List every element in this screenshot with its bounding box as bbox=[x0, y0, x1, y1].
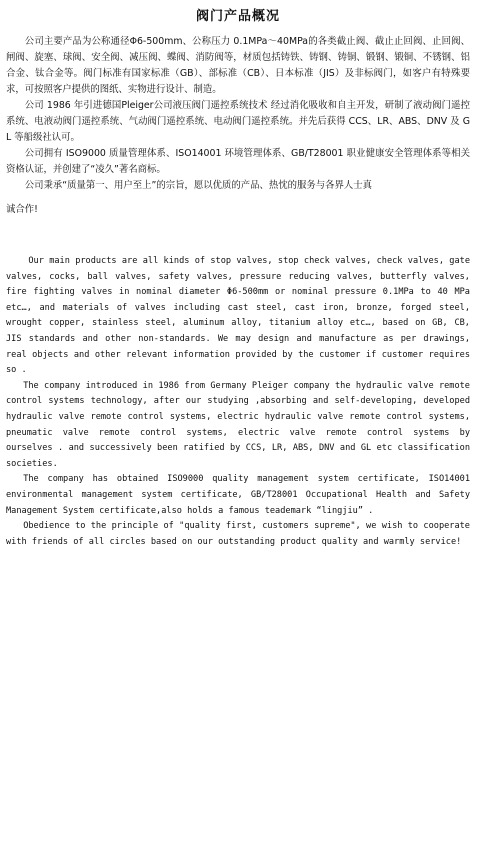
en-paragraph-certification: The company has obtained ISO9000 quality management system certificate, ISO14001 environmental management system certificate, GB/T28001 Occupational Health and Safety Management System certificate,also holds a famous teademark “lingjiu” . bbox=[6, 474, 470, 516]
en-paragraph-principle: Obedience to the principle of "quality first, customers supreme", we wish to cooperate with friends of all circles based on our outstanding product quality and warmly service! bbox=[6, 521, 470, 547]
document-title: 阀门产品概况 bbox=[195, 9, 280, 24]
zh-paragraph-certification: 公司拥有 ISO9000 质量管理体系、ISO14001 环境管理体系、GB/T28001 职业健康安全管理体系等相关资格认证，并创建了“凌久”著名商标。 bbox=[6, 148, 470, 175]
zh-paragraph-products: 公司主要产品为公称通径Φ6-500mm、公称压力 0.1MPa～40MPa的各类截止阀、截止止回阀、止回阀、闸阀、旋塞、球阀、安全阀、减压阀、蝶阀、消防阀等，材质包括铸铁、铸钢、铸铜、锻钢、锻铜、不锈钢、铝合金、钛合金等。阀门标准有国家标准（GB）、部标准（CB）、日本标准（JIS）及非标阀门，如客户有特殊要求，可按照客户提供的图纸、实物进行设计、制造。 bbox=[6, 36, 470, 95]
zh-paragraph-technology: 公司 1986 年引进德国Pleiger公司液压阀门遥控系统技术 经过消化吸收和自主开发，研制了液动阀门遥控系统、电液动阀门遥控系统、气动阀门遥控系统、电动阀门遥控系统。并先后获得 CCS、LR、ABS、DNV 及 GL 等船级社认可。 bbox=[6, 100, 470, 143]
en-paragraph-technology: The company introduced in 1986 from Germany Pleiger company the hydraulic valve remote control systems technology, after our studying ,absorbing and self-developing, developed hydraulic valve remote control systems, electric hydraulic valve remote control systems, pneumatic valve remote control systems, electric valve remote control systems by ourselves . and successively been ratified by CCS, LR, ABS, DNV and GL etc classification societies. bbox=[6, 380, 470, 469]
en-paragraph-products: Our main products are all kinds of stop valves, stop check valves, check valves, gate valves, cocks, ball valves, safety valves, pressure reducing valves, butterfly valves, fire fighting valves in nominal diameter Φ6-500mm or nominal pressure 0.1MPa to 40 MPa etc…, and materials of valves including cast steel, cast iron, bronze, forged steel, wrought copper, stainless steel, aluminum alloy, titanium alloy etc…, based on GB, CB, JIS standards and other non-standards. We may design and manufacture as per drawings, real objects and other relevant information provided by the customer if customer requires so . bbox=[6, 256, 470, 376]
zh-paragraph-principle: 公司秉承“质量第一、用户至上”的宗旨，愿以优质的产品、热忱的服务与各界人士真 bbox=[24, 180, 373, 191]
section-divider-space bbox=[6, 218, 470, 254]
zh-paragraph-principle-tail: 诚合作! bbox=[6, 204, 38, 215]
